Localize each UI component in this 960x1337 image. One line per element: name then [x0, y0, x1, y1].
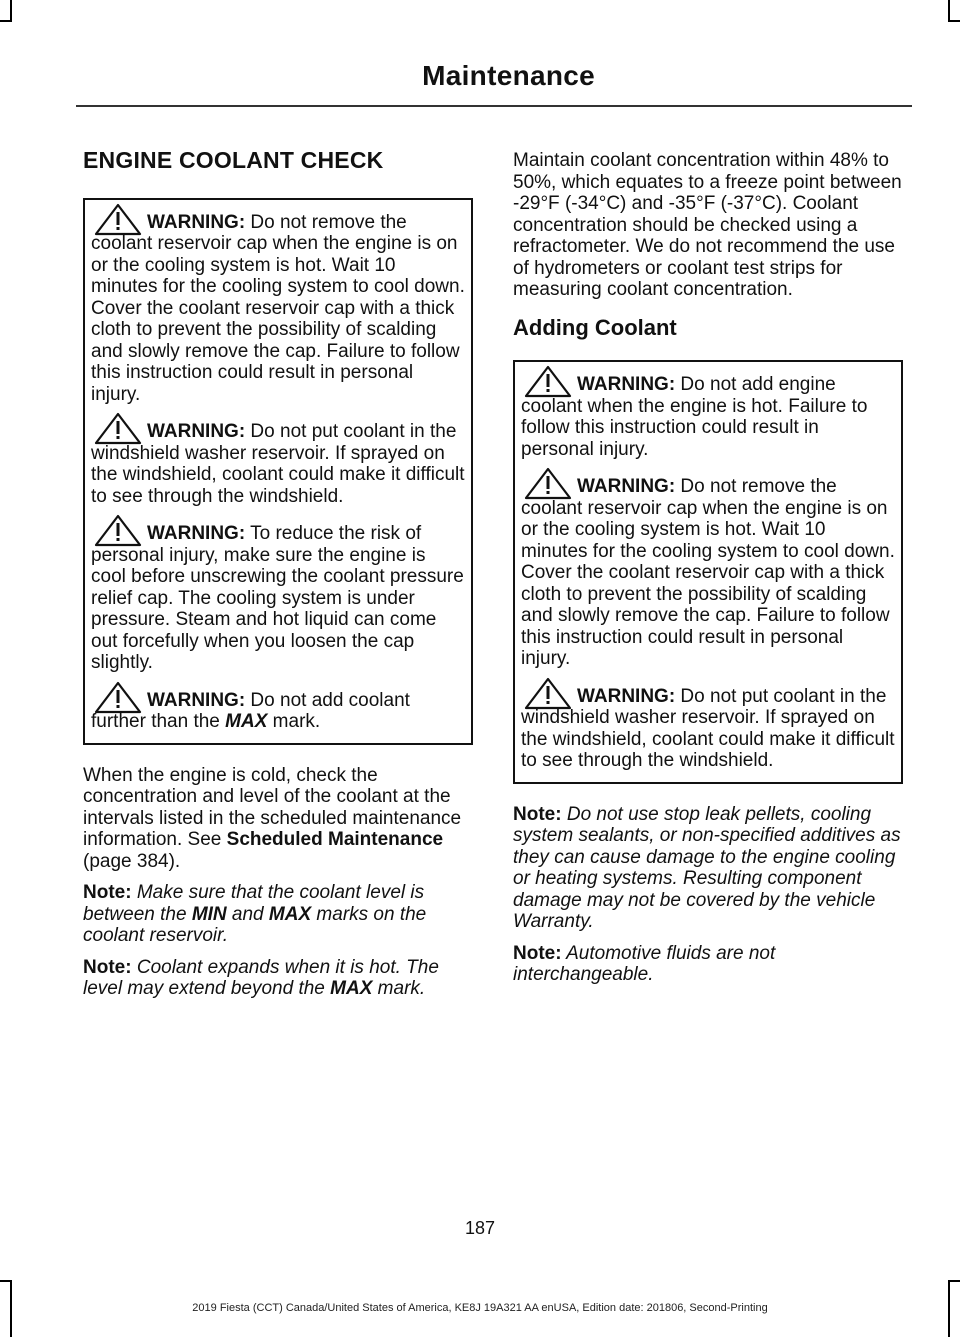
warning-label: WARNING: [577, 685, 676, 707]
warning-item [521, 476, 895, 670]
warning-box [83, 198, 473, 745]
warning-label: WARNING: [147, 689, 246, 711]
warning-label: WARNING: [147, 421, 246, 442]
subsection-heading: Adding Coolant [513, 314, 677, 340]
note-label: Note: [513, 942, 562, 964]
note: Note: Automotive fluids are not interchangeable. [513, 942, 776, 985]
note: Note: Coolant expands when it is hot. The level may extend beyond the MAX mark. [83, 956, 439, 999]
note-label: Note: [513, 803, 562, 825]
crop-mark [10, 0, 12, 22]
warning-item [521, 374, 895, 460]
warning-text: Do not put coolant in the windshield washer reservoir. If sprayed on the windshield, coolant could make it difficult to see through the windshield. [91, 421, 465, 507]
warning-triangle-icon [93, 202, 143, 236]
warning-triangle-icon [523, 364, 573, 398]
warning-triangle-icon [93, 513, 143, 547]
warning-label: WARNING: [577, 476, 676, 497]
warning-triangle-icon [93, 680, 143, 714]
warning-text: To reduce the risk of personal injury, make sure the engine is cool before unscrewing the coolant pressure relief cap. The cooling system is under pressure. Steam and hot liquid can come out forcefully when you loosen the cap slightly. [91, 523, 464, 673]
note-label: Note: [83, 882, 132, 903]
warning-text: Do not add coolant further than the [91, 689, 410, 732]
note: Note: Make sure that the coolant level is between the MIN and MAX marks on the coolant reservoir. [83, 882, 427, 946]
warning-item [91, 523, 465, 674]
warning-text: Do not remove the coolant reservoir cap when the engine is on or the cooling system is hot. Wait 10 minutes for the cooling system to cool down. Cover the coolant reservoir cap with a thick cloth to prevent the possibility of scalding and slowly remove the cap. Failure to follow this instruction could result in personal injury. [521, 476, 895, 669]
page-reference: (page 384). [83, 850, 181, 872]
section-title: Maintenance [422, 60, 595, 91]
warning-triangle-icon [523, 466, 573, 500]
warning-item [91, 690, 465, 733]
note-label: Note: [83, 956, 132, 978]
left-column [83, 147, 473, 1010]
warning-label: WARNING: [147, 211, 246, 233]
footer-edition-info: 2019 Fiesta (CCT) Canada/United States of America, KE8J 19A321 AA enUSA, Edition date: 201806, Second-Printing [192, 1302, 768, 1314]
page-number: 187 [464, 1218, 496, 1238]
note: Note: Do not use stop leak pellets, cooling system sealants, or non-specified additives as they can cause damage to the engine cooling or heating systems. Resulting component damage may not be covered by the vehicle Warranty. [513, 803, 901, 932]
section-heading: ENGINE COOLANT CHECK [83, 147, 384, 173]
max-mark: MAX [225, 711, 268, 732]
body-paragraph: Maintain coolant concentration within 48% to 50%, which equates to a freeze point between -29°F (-34°C) and -35°F (-37°C). Coolant concentration should be checked using a refractometer. We do not recommend the use of hydrometers or coolant test strips for measuring coolant concentration. [513, 150, 902, 300]
warning-label: WARNING: [577, 374, 676, 395]
warning-box [513, 360, 903, 784]
warning-text: Do not add engine coolant when the engine is hot. Failure to follow this instruction could result in personal injury. [521, 374, 868, 460]
body-paragraph: When the engine is cold, check the concentration and level of the coolant at the intervals listed in the scheduled maintenance information. See Scheduled Maintenance (page 384). [83, 764, 462, 872]
crop-mark [948, 0, 950, 22]
warning-text: Do not put coolant in the windshield washer reservoir. If sprayed on the windshield, coolant could make it difficult to see through the windshield. [521, 685, 895, 771]
scheduled-maintenance-link[interactable]: Scheduled Maintenance [226, 829, 444, 850]
warning-item [521, 686, 895, 772]
crop-mark [948, 20, 960, 22]
header-divider [76, 105, 912, 107]
warning-text: mark. [267, 711, 321, 732]
crop-mark [948, 1280, 960, 1282]
warning-label: WARNING: [147, 523, 246, 544]
warning-triangle-icon [93, 411, 143, 445]
warning-item [91, 421, 465, 507]
warning-text: Do not remove the coolant reservoir cap when the engine is on or the cooling system is hot. Wait 10 minutes for the cooling system to cool down. Cover the coolant reservoir cap with a thick cloth to prevent the possibility of scalding and slowly remove the cap. Failure to follow this instruction could result in personal injury. [91, 211, 465, 405]
right-column [513, 150, 903, 996]
warning-triangle-icon [523, 676, 573, 710]
crop-mark [0, 20, 12, 22]
crop-mark [0, 1280, 12, 1282]
warning-item [91, 212, 465, 406]
